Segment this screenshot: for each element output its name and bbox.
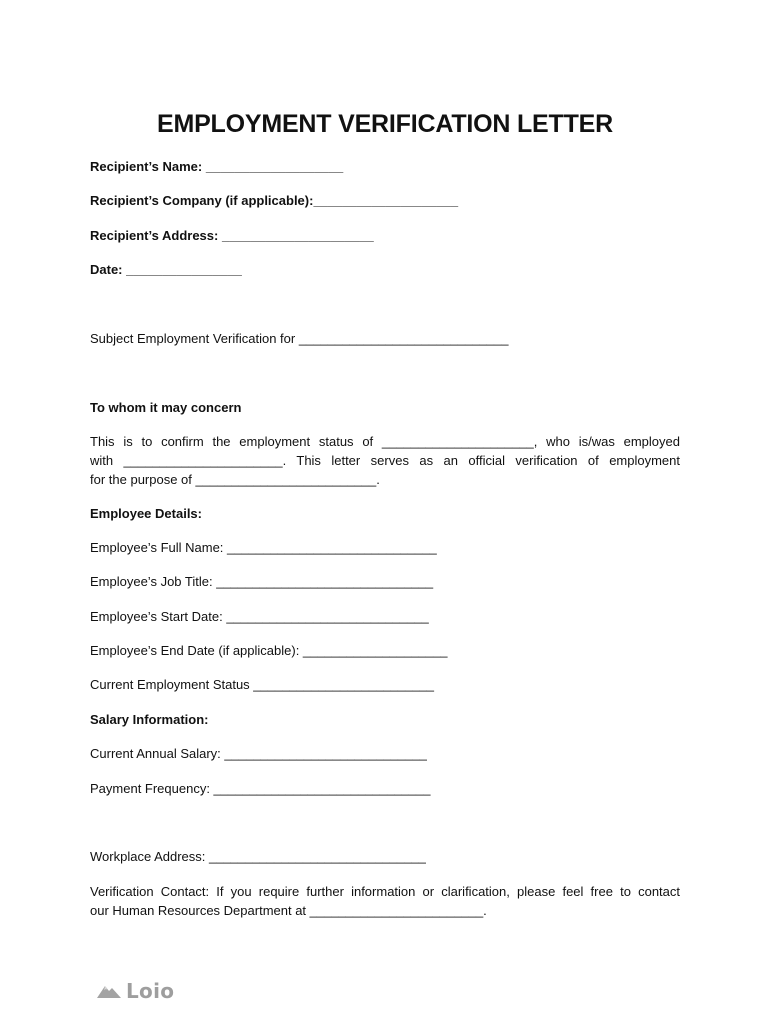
mountain-logo-icon bbox=[96, 981, 122, 1001]
intro-line-1: This is to confirm the employment status of _____________________, who is/was employed bbox=[90, 434, 680, 449]
contact-line-2: our Human Resources Department at ________________________. bbox=[90, 903, 487, 918]
recipient-company-field: Recipient’s Company (if applicable):____________________ bbox=[90, 193, 459, 208]
intro-line-2: with ______________________. This letter serves as an official verification of employment bbox=[90, 453, 680, 468]
document-title: EMPLOYMENT VERIFICATION LETTER bbox=[156, 110, 614, 138]
employee-start-date-field: Employee’s Start Date: ____________________________ bbox=[90, 609, 429, 624]
intro-paragraph bbox=[90, 432, 680, 489]
contact-paragraph bbox=[90, 882, 680, 920]
employee-full-name-field: Employee’s Full Name: _____________________________ bbox=[90, 540, 437, 555]
salary-heading: Salary Information: bbox=[90, 712, 209, 727]
contact-line-1: Verification Contact: If you require further information or clarification, please feel free to contact bbox=[90, 884, 680, 899]
loio-logo bbox=[96, 978, 174, 1004]
intro-line-3: for the purpose of _________________________. bbox=[90, 472, 380, 487]
date-field: Date: ________________ bbox=[90, 262, 242, 277]
current-status-field: Current Employment Status _________________________ bbox=[90, 677, 435, 692]
salutation: To whom it may concern bbox=[90, 400, 242, 415]
workplace-address-field: Workplace Address: ______________________________ bbox=[90, 849, 426, 864]
annual-salary-field: Current Annual Salary: ____________________________ bbox=[90, 746, 427, 761]
payment-frequency-field: Payment Frequency: ______________________________ bbox=[90, 781, 431, 796]
logo-text: Loio bbox=[126, 979, 175, 1003]
recipient-name-field: Recipient’s Name: ___________________ bbox=[90, 159, 344, 174]
employee-job-title-field: Employee’s Job Title: ______________________________ bbox=[90, 574, 434, 589]
recipient-address-field: Recipient’s Address: _____________________ bbox=[90, 228, 374, 243]
employee-end-date-field: Employee’s End Date (if applicable): ____________________ bbox=[90, 643, 448, 658]
employee-details-heading: Employee Details: bbox=[90, 506, 202, 521]
subject-line: Subject Employment Verification for _____________________________ bbox=[90, 331, 509, 346]
